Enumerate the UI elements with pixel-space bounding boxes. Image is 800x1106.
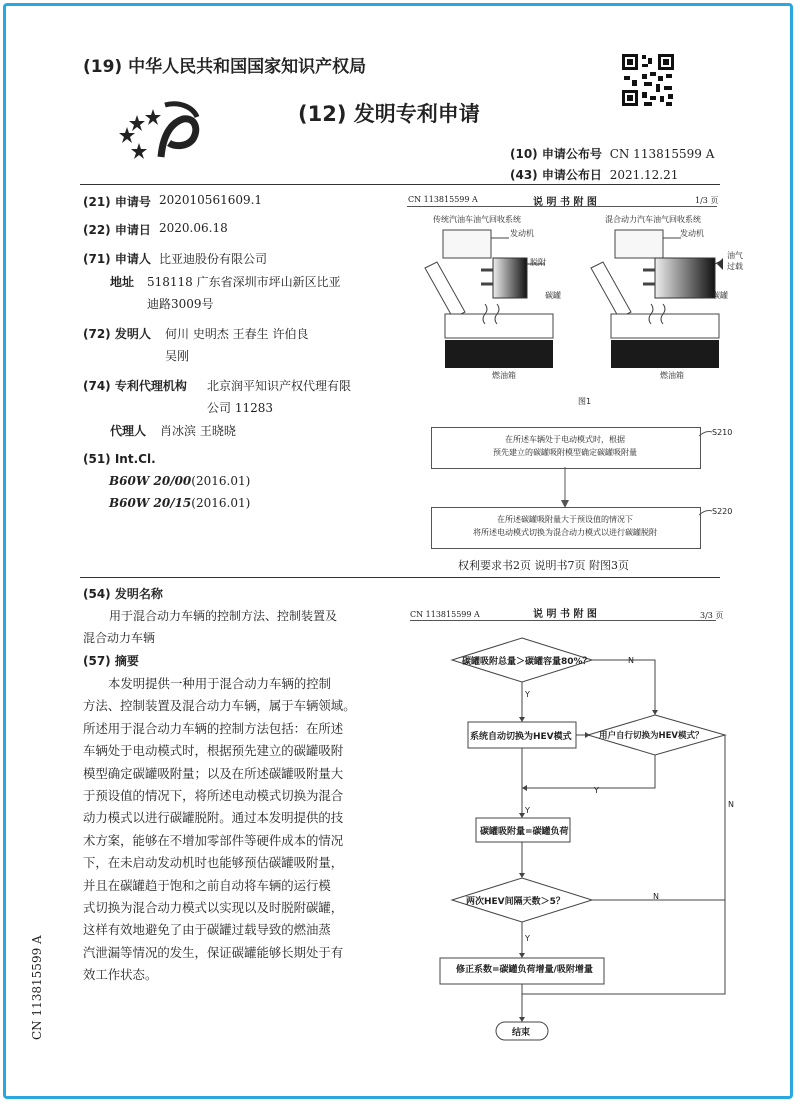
ipc-code-1: B60W 20/00 — [109, 474, 192, 488]
ipc-version-2: (2016.01) — [191, 496, 251, 510]
abstract-line: 汽泄漏等情况的发生，保证碳罐能够长期处于有 — [83, 944, 344, 960]
ipc-version-1: (2016.01) — [191, 474, 251, 488]
sheet1-header-rule — [407, 206, 717, 207]
page-count-info: 权利要求书2页 说明书7页 附图3页 — [458, 559, 629, 572]
application-date: 2020.06.18 — [159, 221, 228, 235]
d2-no-label: N — [728, 800, 734, 809]
middle-rule — [80, 577, 720, 578]
step-s210-ref: S210 — [712, 428, 733, 437]
qr-code-icon — [620, 52, 676, 108]
agency-line-1: 北京润平知识产权代理有限 — [207, 379, 352, 393]
right-fuel-tank-label: 燃油箱 — [660, 371, 684, 380]
abstract-line: 动力模式以进行碳罐脱附。通过本发明提供的技 — [83, 810, 344, 826]
address-label: 地址 — [110, 275, 135, 289]
vapor-overload-line-1: 油气 — [727, 251, 743, 260]
right-engine-label: 发动机 — [680, 229, 704, 238]
desorb-label: 脱附 — [530, 258, 546, 267]
d1-no-label: N — [628, 656, 634, 665]
d3-no-label: N — [653, 892, 659, 901]
figure-1-label: 图1 — [578, 397, 592, 406]
abstract-line: 于预设值的情况下，将所述电动模式切换为混合 — [83, 788, 344, 804]
step-s220-line-2: 将所述电动模式切换为混合动力模式以进行碳罐脱附 — [473, 528, 657, 537]
applicant-label: (71) 申请人 — [83, 252, 151, 266]
step-s210-line-2: 预先建立的碳罐吸附模型确定碳罐吸附量 — [493, 448, 637, 457]
publication-date: 2021.12.21 — [609, 168, 679, 182]
end-terminal: 结束 — [512, 1028, 531, 1038]
left-canister-label: 碳罐 — [545, 291, 561, 300]
address-line-1: 518118 广东省深圳市坪山新区比亚 — [147, 275, 341, 289]
ipc-code-2: B60W 20/15 — [109, 496, 192, 510]
address-line-2: 迪路3009号 — [147, 297, 214, 311]
publication-date-row — [510, 166, 678, 183]
d1-yes-label: Y — [525, 690, 530, 699]
left-engine-label: 发动机 — [510, 229, 534, 238]
sheet3-header-center: 说 明 书 附 图 — [533, 609, 597, 620]
sheet1-header-right: 1/3 页 — [695, 196, 719, 205]
step-s220-line-1: 在所述碳罐吸附量大于预设值的情况下 — [497, 515, 633, 524]
header-rule — [80, 184, 720, 185]
inventors-line-1: 何川 史明杰 王春生 许伯良 — [165, 327, 309, 341]
patent-office-name: (19) 中华人民共和国国家知识产权局 — [83, 57, 367, 77]
side-publication-number: CN 113815599 A — [30, 935, 44, 1040]
agent-label: 代理人 — [110, 424, 147, 438]
int-cl-label: (51) Int.Cl. — [83, 452, 156, 466]
cnipa-logo — [113, 95, 203, 165]
invention-title-label: (54) 发明名称 — [83, 587, 163, 601]
applicant: 比亚迪股份有限公司 — [159, 252, 268, 266]
publication-number-label: (10) 申请公布号 — [510, 147, 602, 161]
agents: 肖冰滨 王晓晓 — [160, 424, 236, 438]
publication-date-label: (43) 申请公布日 — [510, 168, 602, 182]
abstract-line: 效工作状态。 — [83, 967, 158, 983]
abstract-line: 本发明提供一种用于混合动力车辆的控制 — [108, 676, 332, 691]
sheet1-header-center: 说 明 书 附 图 — [533, 197, 597, 208]
abstract-line: 并且在碳罐趋于饱和之前自动将车辆的运行模 — [83, 877, 331, 893]
abstract-line: 这样有效地避免了由于碳罐过载导致的燃油蒸 — [83, 922, 331, 938]
agency-label: (74) 专利代理机构 — [83, 379, 187, 393]
sheet3-header-left: CN 113815599 A — [410, 610, 480, 619]
sheet1-header-left: CN 113815599 A — [408, 195, 478, 204]
invention-title-line-1: 用于混合动力车辆的控制方法、控制装置及 — [109, 609, 338, 623]
decision-hev-interval: 两次HEV间隔天数＞5？ — [466, 897, 565, 907]
invention-title-line-2: 混合动力车辆 — [83, 631, 156, 645]
abstract-label: (57) 摘要 — [83, 654, 139, 668]
step-s220-ref: S220 — [712, 507, 733, 516]
left-diagram-title: 传统汽油车油气回收系统 — [433, 215, 521, 224]
application-date-label: (22) 申请日 — [83, 223, 151, 237]
box-correction-factor: 修正系数=碳罐负荷增量/吸附增量 — [456, 965, 593, 975]
left-fuel-tank-label: 燃油箱 — [492, 371, 516, 380]
decision-canister-total: 碳罐吸附总量＞碳罐容量80%？ — [462, 657, 592, 667]
box-auto-switch-hev: 系统自动切换为HEV模式 — [470, 732, 572, 742]
inventors-line-2: 吴刚 — [165, 349, 190, 363]
ipc-row-2 — [109, 496, 250, 510]
abstract-line: 下，在未启动发动机时也能够预估碳罐吸附量， — [83, 855, 344, 871]
abstract-line: 术方案，能够在不增加零部件等硬件成本的情况 — [83, 832, 344, 848]
d2-yes-label: Y — [594, 786, 599, 795]
abstract-line: 所述用于混合动力车辆的控制方法包括：在所述 — [83, 720, 344, 736]
abstract-line: 车辆处于电动模式时，根据预先建立的碳罐吸附 — [83, 743, 344, 759]
inventor-label: (72) 发明人 — [83, 327, 151, 341]
vapor-overload-line-2: 过载 — [727, 262, 743, 271]
vapor-system-diagram — [405, 224, 725, 374]
abstract-line: 方法、控制装置及混合动力车辆，属于车辆领域。 — [83, 698, 356, 714]
ipc-row-1 — [109, 474, 250, 488]
abstract-line: 模型确定碳罐吸附量；以及在所述碳罐吸附量大 — [83, 765, 344, 781]
box-canister-load: 碳罐吸附量=碳罐负荷 — [480, 827, 569, 837]
abstract-line: 式切换为混合动力模式以实现以及时脱附碳罐， — [83, 900, 344, 916]
decision-user-switch-hev: 用户自行切换为HEV模式？ — [599, 731, 704, 741]
merge-yes-label: Y — [525, 806, 530, 815]
step-s210-line-1: 在所述车辆处于电动模式时，根据 — [505, 435, 625, 444]
application-number-label: (21) 申请号 — [83, 195, 151, 209]
application-number: 202010561609.1 — [159, 193, 263, 207]
publication-number-row — [510, 145, 714, 162]
sheet3-header-right: 3/3 页 — [700, 611, 724, 620]
publication-number: CN 113815599 A — [609, 147, 715, 161]
d3-yes-label: Y — [525, 934, 530, 943]
agency-line-2: 公司 11283 — [207, 401, 273, 415]
right-diagram-title: 混合动力汽车油气回收系统 — [605, 215, 701, 224]
abstract-body — [83, 673, 393, 987]
document-type: (12) 发明专利申请 — [298, 102, 480, 126]
right-canister-label: 碳罐 — [712, 291, 728, 300]
